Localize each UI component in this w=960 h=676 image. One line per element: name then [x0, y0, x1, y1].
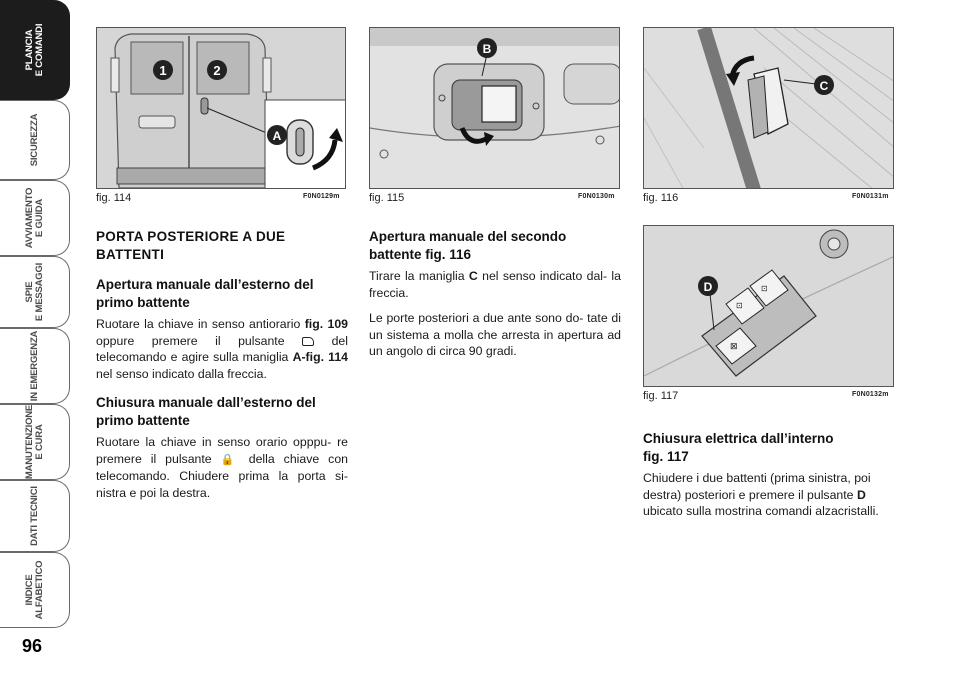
- tab-indice-alfabetico[interactable]: [0, 552, 70, 628]
- heading-line: Chiusura elettrica dall’interno: [643, 431, 834, 446]
- text-run: Ruotare la chiave in senso antiorario: [96, 317, 305, 331]
- figure-reference: fig. 109: [304, 317, 349, 331]
- fig117-label-d: D: [703, 280, 713, 294]
- figure-114-rear-doors: [96, 27, 346, 189]
- tab-avviamento-e-guida[interactable]: [0, 180, 70, 256]
- figure-reference: C: [468, 269, 478, 283]
- fig-117-code: F0N0132m: [852, 391, 889, 398]
- fig116-label-c: C: [819, 79, 829, 93]
- fig-114-caption: fig. 114: [96, 192, 132, 204]
- tab-label: PLANCIA E COMANDI: [23, 23, 45, 77]
- panel-illustration: [644, 226, 894, 387]
- heading-line: fig. 117: [643, 449, 689, 464]
- figure-117-window-control-panel: [643, 225, 894, 387]
- fig-114-code: F0N0129m: [303, 193, 340, 200]
- text-run: ubicato sulla mostrina comandi alzacristalli.: [643, 504, 879, 518]
- text-run: Tirare la maniglia: [369, 269, 469, 283]
- heading-manual-opening-second-door: Apertura manuale del secondo battente fig. 116: [369, 229, 567, 262]
- tab-sicurezza[interactable]: [0, 100, 70, 180]
- column-2: [369, 228, 621, 360]
- text-run: Ruotare la chiave in senso orario opppu- re premere il pulsante: [96, 435, 348, 466]
- paragraph-manual-closing: [96, 434, 348, 501]
- figure-reference: A-fig. 114: [292, 350, 349, 364]
- page-number: 96: [22, 636, 43, 656]
- fig-116-caption: fig. 116: [643, 192, 679, 204]
- tab-dati-tecnici[interactable]: [0, 480, 70, 552]
- heading-manual-closing-first-door: Chiusura manuale dall’esterno del primo battente: [96, 395, 316, 428]
- figure-reference: D: [856, 487, 866, 502]
- column-1: [96, 228, 348, 501]
- tab-label: INDICE ALFABETICO: [23, 560, 45, 620]
- tab-manutenzione-e-cura[interactable]: [0, 404, 70, 480]
- paragraph-second-door: [369, 268, 621, 301]
- tab-in-emergenza[interactable]: [0, 328, 70, 404]
- remote-unlock-icon: [302, 337, 314, 346]
- svg-text:⊡: ⊡: [761, 284, 768, 293]
- fig-116-code: F0N0131m: [852, 193, 889, 200]
- tab-label: MANUTENZIONE E CURA: [23, 404, 45, 480]
- tab-spie-e-messaggi[interactable]: [0, 256, 70, 328]
- heading-manual-opening-first-door: Apertura manuale dall’esterno del primo battente: [96, 277, 314, 310]
- paragraph-spring-system: Le porte posteriori a due ante sono do- tate di un sistema a molla che arresta in apertura ad un angolo di circa 90 gradi.: [369, 311, 621, 358]
- lever-illustration: [644, 28, 894, 189]
- fig114-label-a: A: [272, 129, 282, 143]
- text-run: oppure premere il pulsante: [96, 333, 303, 348]
- text-run: nel senso indicato dal- la freccia.: [369, 269, 621, 300]
- tab-label: IN EMERGENZA: [28, 330, 40, 402]
- paragraph-manual-opening: [96, 316, 348, 382]
- svg-text:⊠: ⊠: [730, 341, 738, 351]
- chapter-tabs: [0, 0, 72, 640]
- fig-117-caption: fig. 117: [643, 390, 679, 402]
- fig-115-code: F0N0130m: [578, 193, 615, 200]
- van-rear-illustration: [97, 28, 346, 189]
- text-run: della chiave con telecomando. Chiudere prima la porta si- nistra e poi la destra.: [96, 451, 348, 500]
- figure-115-door-handle: [369, 27, 620, 189]
- tab-label: DATI TECNICI: [28, 486, 40, 546]
- padlock-icon: 🔒: [220, 453, 240, 466]
- tab-label: AVVIAMENTO E GUIDA: [23, 187, 45, 249]
- column-3: [643, 430, 895, 520]
- text-run: Chiudere i due battenti (prima sinistra, poi destra) posteriori e premere il pulsante: [643, 471, 871, 502]
- svg-text:⊡: ⊡: [736, 301, 743, 310]
- fig114-label-1: 1: [159, 63, 167, 78]
- handle-illustration: [370, 28, 620, 189]
- fig115-label-b: B: [482, 42, 492, 56]
- section-title: PORTA POSTERIORE A DUE BATTENTI: [96, 229, 286, 262]
- heading-electric-closing: [643, 430, 895, 466]
- text-run: del telecomando e agire sulla maniglia: [96, 333, 348, 364]
- fig-115-caption: fig. 115: [369, 192, 405, 204]
- fig114-label-2: 2: [213, 63, 221, 78]
- text-run: nel senso indicato dalla freccia.: [96, 366, 267, 381]
- figure-116-second-door-lever: [643, 27, 894, 189]
- tab-label: SPIE E MESSAGGI: [23, 262, 45, 322]
- tab-plancia-e-comandi[interactable]: [0, 0, 70, 100]
- tab-label: SICUREZZA: [28, 113, 40, 167]
- paragraph-electric-closing: [643, 470, 895, 520]
